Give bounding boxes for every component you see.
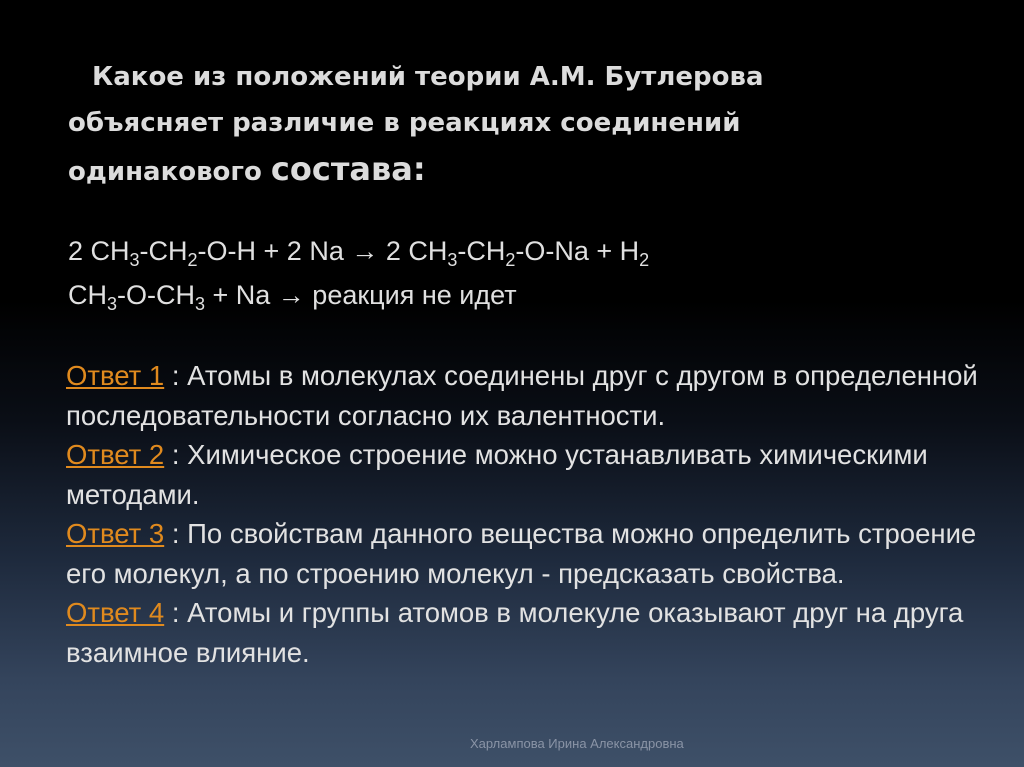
answer-4 [66, 593, 996, 672]
eq1-part: -CH [139, 236, 188, 266]
equation-1 [68, 236, 649, 271]
answer-3 [66, 514, 996, 593]
eq1-part: -CH [457, 236, 506, 266]
answer-2-link[interactable]: Ответ 2 [66, 439, 165, 470]
answers-list [66, 356, 996, 672]
answer-2 [66, 435, 996, 514]
eq1-subscript: 2 [639, 250, 650, 270]
eq1-part: -O-H + 2 Na → 2 CH [197, 236, 448, 266]
answer-4-text: : Атомы и группы атомов в молекуле оказывают друг на друга взаимное влияние. [66, 597, 964, 668]
answer-2-text: : Химическое строение можно устанавливать химическими методами. [66, 439, 928, 510]
eq2-part: + Na → реакция не идет [205, 280, 517, 310]
answer-1-link[interactable]: Ответ 1 [66, 360, 165, 391]
equation-2 [68, 280, 517, 315]
eq2-subscript: 3 [107, 294, 118, 314]
eq1-part: -O-Na + H [515, 236, 640, 266]
answer-3-link[interactable]: Ответ 3 [66, 518, 165, 549]
question-line-3-emphasis: состава: [270, 150, 426, 188]
eq2-part: -O-CH [117, 280, 195, 310]
answer-1 [66, 356, 996, 435]
eq2-part: CH [68, 280, 107, 310]
answer-4-link[interactable]: Ответ 4 [66, 597, 165, 628]
question-line-1: Какое из положений теории А.М. Бутлерова [92, 62, 764, 92]
answer-3-text: : По свойствам данного вещества можно определить строение его молекул, а по строению молекул - предсказать свойства. [66, 518, 977, 589]
answer-1-text: : Атомы в молекулах соединены друг с другом в определенной последовательности согласно их валентности. [66, 360, 978, 431]
eq1-subscript: 2 [187, 250, 198, 270]
question-line-2: объясняет различие в реакциях соединений [68, 108, 741, 138]
question-heading [68, 54, 968, 195]
eq1-subscript: 2 [505, 250, 516, 270]
question-line-3 [68, 146, 968, 195]
question-line-3-text: одинакового [68, 157, 271, 187]
eq1-subscript: 3 [447, 250, 458, 270]
eq1-subscript: 3 [129, 250, 140, 270]
eq2-subscript: 3 [195, 294, 206, 314]
footer-author: Харлампова Ирина Александровна [470, 736, 684, 751]
eq1-part: 2 CH [68, 236, 130, 266]
